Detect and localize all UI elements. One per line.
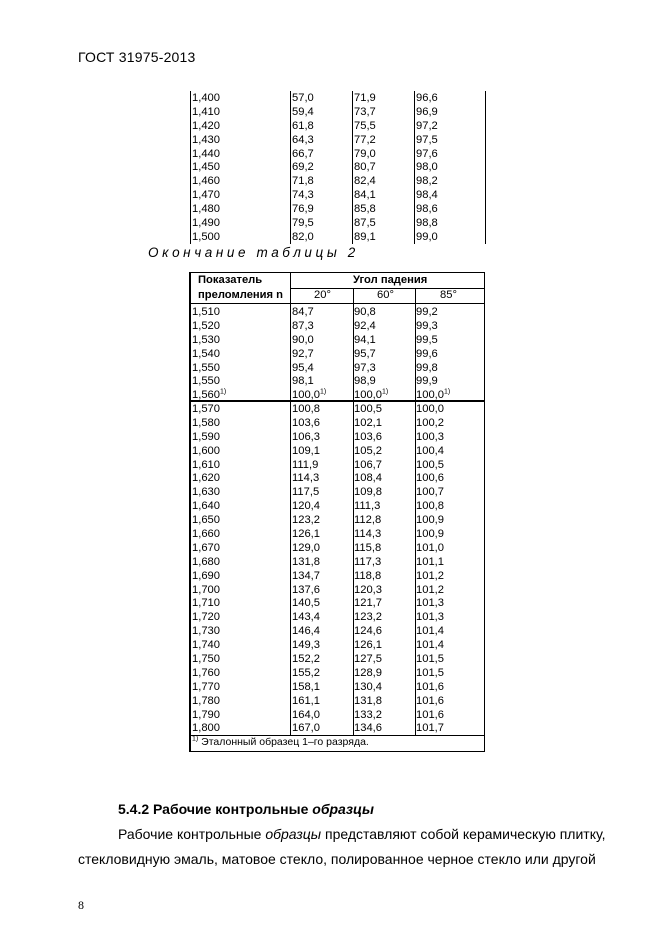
- header-angle-group: Угол падения: [353, 274, 428, 286]
- table-cell: 97,3: [354, 361, 376, 374]
- table-cell: 84,1: [354, 189, 376, 202]
- table-cell: 1,750: [192, 653, 220, 666]
- table-row: [190, 570, 484, 584]
- table-cell: 61,8: [292, 119, 314, 132]
- table-cell: 99,0: [416, 230, 438, 243]
- table-cell: 101,6: [416, 708, 444, 721]
- table-row: [190, 375, 484, 389]
- table-cell: 152,2: [292, 653, 320, 666]
- table-cell: 97,2: [416, 119, 438, 132]
- table-cell: 101,7: [416, 722, 444, 735]
- table-cell: 118,8: [354, 569, 382, 582]
- table-cell: 102,1: [354, 416, 382, 429]
- document-header: ГОСТ 31975-2013: [78, 49, 196, 65]
- table-cell: 1,580: [192, 416, 220, 429]
- table-cell: 1,490: [192, 217, 220, 230]
- table-cell: 100,8: [292, 403, 320, 415]
- table-row: [190, 120, 486, 134]
- table-cell: 101,2: [416, 569, 444, 582]
- table-row: [190, 611, 484, 625]
- table-cell: 98,0: [416, 161, 438, 174]
- table-cell: 1,400: [192, 92, 220, 104]
- table-cell: 1,630: [192, 486, 220, 499]
- table-cell: 79,0: [354, 147, 376, 160]
- table-row: [190, 417, 484, 431]
- table-cell: 126,1: [292, 528, 320, 541]
- table-cell: 80,7: [354, 161, 376, 174]
- table-row: [190, 362, 484, 376]
- table-row: [190, 148, 486, 162]
- table-cell: 109,1: [292, 444, 320, 457]
- table-cell: 1,610: [192, 458, 220, 471]
- table-cell: 1,690: [192, 569, 220, 582]
- table-cell: 1,500: [192, 230, 220, 243]
- table-cell: 71,8: [292, 175, 314, 188]
- table-cell: 1,510: [192, 306, 220, 318]
- table-cell: 121,7: [354, 597, 382, 610]
- table-cell: 101,5: [416, 666, 444, 679]
- table-cell: 101,6: [416, 694, 444, 707]
- table-footnote: $^{1)}$ Эталонный образец 1–го разряда.: [192, 735, 369, 748]
- table-cell: 84,7: [292, 306, 314, 318]
- table-cell: 114,3: [292, 472, 320, 485]
- table-cell: 1,550: [192, 375, 220, 388]
- section-heading: 5.4.2 Рабочие контрольные образцы: [118, 801, 374, 817]
- header-refractive-index-line2: преломления n: [198, 289, 284, 301]
- table-cell: 1,450: [192, 161, 220, 174]
- table-cell: 1,740: [192, 639, 220, 652]
- table-cell: 161,1: [292, 694, 320, 707]
- table-row: [190, 653, 484, 667]
- table-cell: 94,1: [354, 333, 376, 346]
- table-cell: 98,6: [416, 203, 438, 216]
- table-cell: 74,3: [292, 189, 314, 202]
- header-angle-3: 85°: [440, 289, 457, 301]
- table-cell: 149,3: [292, 639, 320, 652]
- table-cell: 1,770: [192, 680, 220, 693]
- table-cell: 137,6: [292, 583, 320, 596]
- table-row: [190, 320, 484, 334]
- table-cell: 101,5: [416, 653, 444, 666]
- table-cell: 131,8: [292, 555, 320, 568]
- table-cell: 1,420: [192, 119, 220, 132]
- table-cell: 87,3: [292, 319, 314, 332]
- table-cell: 99,9: [416, 375, 438, 388]
- table-cell: 111,3: [354, 500, 381, 513]
- table-cell: 100,7: [416, 486, 444, 499]
- table-cell: 1,720: [192, 611, 220, 624]
- table-row: [190, 189, 486, 203]
- table-cell: 100,9: [416, 514, 444, 527]
- table-cell: 75,5: [354, 119, 376, 132]
- table-cell: 111,9: [292, 458, 319, 471]
- table-cell: 117,5: [292, 486, 320, 499]
- table-row: [190, 459, 484, 473]
- table-cell: 1,680: [192, 555, 220, 568]
- table-cell: 76,9: [292, 203, 314, 216]
- table-cell: 115,8: [354, 541, 382, 554]
- table-cell: 1,660: [192, 528, 220, 541]
- table-cell: 124,6: [354, 625, 382, 638]
- table-row: [190, 203, 486, 217]
- table-cell: 71,9: [354, 92, 376, 104]
- table-cell: 98,8: [416, 217, 438, 230]
- table-cell: 95,4: [292, 361, 314, 374]
- table-row: [190, 334, 484, 348]
- table-cell: 99,5: [416, 333, 438, 346]
- header-angle-1: 20°: [314, 289, 331, 301]
- table-cell: 100,0: [416, 403, 444, 415]
- table-cell: 100,3: [416, 430, 444, 443]
- table-cell: 98,2: [416, 175, 438, 188]
- table-cell: 1,780: [192, 694, 220, 707]
- table-cell: 100,2: [416, 416, 444, 429]
- page-number: 8: [78, 898, 84, 912]
- table-row: [190, 625, 484, 639]
- table-cell: 103,6: [292, 416, 320, 429]
- table-cell: 101,1: [416, 555, 444, 568]
- table-row: [190, 639, 484, 653]
- table-cell: 92,4: [354, 319, 376, 332]
- table-cell: 1,800: [192, 722, 220, 735]
- table-row: [190, 231, 486, 245]
- table-cell: 89,1: [354, 230, 376, 243]
- table-cell: 1,440: [192, 147, 220, 160]
- table-row: [190, 556, 484, 570]
- table-cell: 143,4: [292, 611, 320, 624]
- table-cell: 98,1: [292, 375, 314, 388]
- table-cell: 101,4: [416, 625, 444, 638]
- table2-reference-row: [190, 389, 484, 403]
- table-cell: 79,5: [292, 217, 314, 230]
- table-cell: 126,1: [354, 639, 382, 652]
- table-cell: 120,4: [292, 500, 320, 513]
- table-cell: 90,0: [292, 333, 314, 346]
- table-cell: 77,2: [354, 133, 376, 146]
- table-cell: 120,3: [354, 583, 382, 596]
- table-row: [190, 403, 484, 417]
- table-cell: 99,3: [416, 319, 438, 332]
- table-cell: 106,7: [354, 458, 382, 471]
- table-cell: 1,530: [192, 333, 220, 346]
- table-cell: 1,600: [192, 444, 220, 457]
- header-angle-2: 60°: [377, 289, 394, 301]
- table-cell: 100,9: [416, 528, 444, 541]
- table-row: [190, 348, 484, 362]
- table-cell: 101,2: [416, 583, 444, 596]
- table-cell: 1,520: [192, 319, 220, 332]
- table-cell: 92,7: [292, 347, 314, 360]
- table-cell: 100,5: [416, 458, 444, 471]
- table-cell: 1,760: [192, 666, 220, 679]
- table-cell: 1,470: [192, 189, 220, 202]
- table-cell: 66,7: [292, 147, 314, 160]
- paragraph-line-2: стекловидную эмаль, матовое стекло, полированное черное стекло или другой: [78, 851, 596, 867]
- table-cell: 1,790: [192, 708, 220, 721]
- table-cell: 59,4: [292, 105, 314, 118]
- table-cell: 73,7: [354, 105, 376, 118]
- table-cell: 1,430: [192, 133, 220, 146]
- table-2: [189, 272, 485, 752]
- table-cell: 69,2: [292, 161, 314, 174]
- table-cell: 105,2: [354, 444, 382, 457]
- table-cell: 1,550: [192, 361, 220, 374]
- table-row: [190, 709, 484, 723]
- table-cell: 101,6: [416, 680, 444, 693]
- table-cell: 96,6: [416, 92, 438, 104]
- table-row: [190, 500, 484, 514]
- header-refractive-index-line1: Показатель: [198, 274, 263, 286]
- table-cell: 96,9: [416, 105, 438, 118]
- table-row: [190, 106, 486, 120]
- table-cell: 82,4: [354, 175, 376, 188]
- table-cell: 134,6: [354, 722, 382, 735]
- table-caption: Окончание таблицы 2: [148, 245, 359, 260]
- table-cell: 1,460: [192, 175, 220, 188]
- table-cell: 128,9: [354, 666, 382, 679]
- table-row: [190, 431, 484, 445]
- table-row: [190, 134, 486, 148]
- table-cell: 1,590: [192, 430, 220, 443]
- table-cell: 127,5: [354, 653, 382, 666]
- table-row: [190, 161, 486, 175]
- table-cell: 134,7: [292, 569, 320, 582]
- table-cell: 82,0: [292, 230, 314, 243]
- table-cell: 1,650: [192, 514, 220, 527]
- table-row: [190, 584, 484, 598]
- table-row: [190, 667, 484, 681]
- table-cell: 100,5: [354, 403, 382, 415]
- table-row: 1,560$^{1)}$ 100,0$^{1)}$ 100,0$^{1)}$ 100,0$^{1)}$: [192, 388, 451, 401]
- table-cell: 123,2: [354, 611, 382, 624]
- table-row: [190, 514, 484, 528]
- table-cell: 99,6: [416, 347, 438, 360]
- table-cell: 129,0: [292, 541, 320, 554]
- table-cell: 1,480: [192, 203, 220, 216]
- table-cell: 1,710: [192, 597, 220, 610]
- table-row: [190, 722, 484, 736]
- table-cell: 85,8: [354, 203, 376, 216]
- table-cell: 1,570: [192, 403, 220, 415]
- table-row: [190, 695, 484, 709]
- table-cell: 1,730: [192, 625, 220, 638]
- table-cell: 1,640: [192, 500, 220, 513]
- table-cell: 117,3: [354, 555, 382, 568]
- table-cell: 101,3: [416, 597, 444, 610]
- table-row: [190, 92, 486, 106]
- table-cell: 140,5: [292, 597, 320, 610]
- table-cell: 164,0: [292, 708, 320, 721]
- table-cell: 98,4: [416, 189, 438, 202]
- table1-body: [190, 92, 486, 245]
- table-row: [190, 528, 484, 542]
- table-cell: 87,5: [354, 217, 376, 230]
- table-cell: 103,6: [354, 430, 382, 443]
- table-cell: 131,8: [354, 694, 382, 707]
- table2-body-lower: [190, 403, 484, 736]
- table-cell: 1,410: [192, 105, 220, 118]
- table-cell: 100,6: [416, 472, 444, 485]
- table-cell: 97,6: [416, 147, 438, 160]
- table-cell: 98,9: [354, 375, 376, 388]
- table-cell: 1,620: [192, 472, 220, 485]
- table-cell: 1,540: [192, 347, 220, 360]
- table-cell: 90,8: [354, 306, 376, 318]
- table-cell: 123,2: [292, 514, 320, 527]
- table-cell: 155,2: [292, 666, 320, 679]
- table-cell: 133,2: [354, 708, 382, 721]
- table-cell: 1,670: [192, 541, 220, 554]
- table-cell: 167,0: [292, 722, 320, 735]
- paragraph-line-1: Рабочие контрольные образцы представляют собой керамическую плитку,: [118, 826, 606, 842]
- table-cell: 108,4: [354, 472, 382, 485]
- table-cell: 99,2: [416, 306, 438, 318]
- table-cell: 64,3: [292, 133, 314, 146]
- table-cell: 101,4: [416, 639, 444, 652]
- table2-body-upper: [190, 306, 484, 389]
- table-cell: 1,700: [192, 583, 220, 596]
- table-row: [190, 217, 486, 231]
- table-cell: 109,8: [354, 486, 382, 499]
- table-cell: 57,0: [292, 92, 314, 104]
- table-cell: 106,3: [292, 430, 320, 443]
- table-row: [190, 175, 486, 189]
- table-cell: 112,8: [354, 514, 382, 527]
- table-row: [190, 486, 484, 500]
- table-cell: 130,4: [354, 680, 382, 693]
- table-continuation: [190, 91, 486, 244]
- table-row: [190, 472, 484, 486]
- table-cell: 101,3: [416, 611, 444, 624]
- table-cell: 99,8: [416, 361, 438, 374]
- table-row: [190, 681, 484, 695]
- table-cell: 100,4: [416, 444, 444, 457]
- table-cell: 95,7: [354, 347, 376, 360]
- table-cell: 158,1: [292, 680, 320, 693]
- table-cell: 97,5: [416, 133, 438, 146]
- table-cell: 101,0: [416, 541, 444, 554]
- table-row: [190, 542, 484, 556]
- table-cell: 146,4: [292, 625, 320, 638]
- table-row: [190, 306, 484, 320]
- table-row: [190, 445, 484, 459]
- table-row: [190, 597, 484, 611]
- table-cell: 100,8: [416, 500, 444, 513]
- table-cell: 114,3: [354, 528, 382, 541]
